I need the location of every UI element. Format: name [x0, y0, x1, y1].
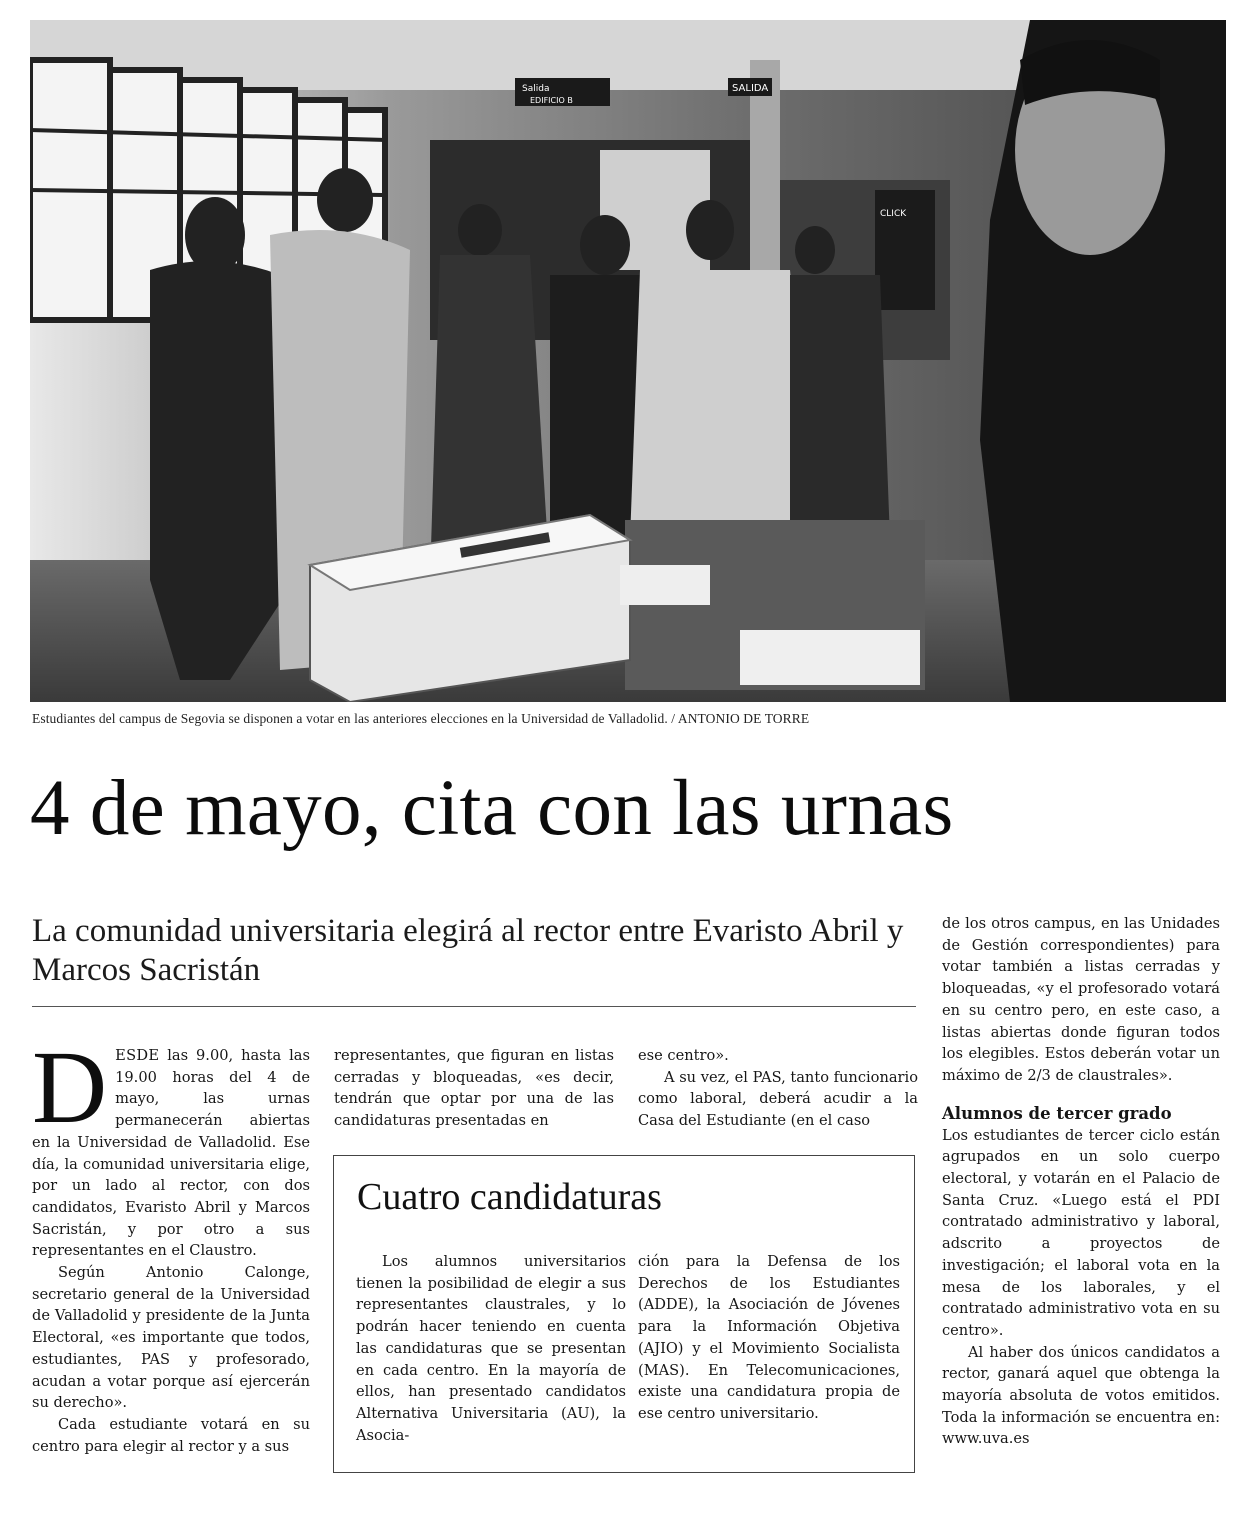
sign-click: CLICK [880, 209, 907, 219]
box-paragraph-2: ción para la Defensa de los Derechos de los Estudiantes (ADDE), la Asociación de Jóvenes para la Información Objetiva (AJIO) y el Movimiento Socialista (MAS). En Telecomunicaciones, existe una candidatura propia de ese centro universitario. [638, 1253, 900, 1422]
headline: 4 de mayo, cita con las urnas [30, 765, 954, 852]
news-photo [30, 20, 1226, 702]
paragraph-3: Cada estudiante votará en su centro para elegir al rector y a sus [32, 1415, 310, 1455]
paragraph-1 [32, 1030, 310, 1262]
sign-salida: SALIDA [732, 83, 769, 94]
body-column-3 [638, 1045, 918, 1132]
sign-salida-small: Salida [522, 84, 550, 94]
paragraph-4: representantes, que figuran en listas cerradas y bloqueadas, «es decir, tendrán que optar por una de las candidaturas presentadas en [334, 1047, 614, 1130]
box-column-1 [356, 1251, 626, 1446]
box-title: Cuatro candidaturas [357, 1176, 662, 1218]
lead-word: ESDE [115, 1047, 160, 1064]
paragraph-8: Los estudiantes de tercer ciclo están agrupados en un solo cuerpo electoral, y votarán en el Palacio de Santa Cruz. «Luego está el PDI contratado administrativo y laboral, adscrito a proyectos de investigación; el laboral vota en la mesa de los laborales, y el contratado administrativo vota en su centro». [942, 1126, 1220, 1339]
subheadline: La comunidad universitaria elegirá al rector entre Evaristo Abril y Marcos Sacristán [32, 913, 904, 988]
photo-caption: Estudiantes del campus de Segovia se disponen a votar en las anteriores elecciones en la Universidad de Valladolid. / ANTONIO DE TORRE [32, 711, 810, 726]
divider [32, 1006, 916, 1007]
body-column-2 [334, 1045, 614, 1132]
paragraph-1-text: las 9.00, hasta las 19.00 horas del 4 de mayo, las urnas permanecerán abiertas en la Universidad de Valladolid. Ese día, la comunidad universitaria elige, por un lado al rector, con dos candidatos, Evaristo Abril y Marcos Sacristán, y por otro a sus representantes en el Claustro. [32, 1047, 310, 1260]
body-column-1 [32, 1030, 310, 1457]
paragraph-5: ese centro». [638, 1047, 729, 1064]
body-column-4 [942, 913, 1220, 1450]
drop-cap: D [32, 1030, 108, 1145]
sign-edificio: EDIFICIO B [530, 96, 573, 105]
box-column-2 [638, 1251, 900, 1425]
paragraph-2: Según Antonio Calonge, secretario general de la Universidad de Valladolid y presidente de la Junta Electoral, «es importante que todos, estudiantes, PAS y profesorado, acudan a votar porque así ejercerán su derecho». [32, 1264, 310, 1412]
paragraph-7: de los otros campus, en las Unidades de Gestión correspondientes) para votar también a listas cerradas y bloqueadas, «y el profesorado votará en su centro pero, en este caso, a listas abiertas donde figuran todos los elegibles. Estos deberán votar un máximo de 2/3 de claustrales». [942, 915, 1220, 1084]
box-paragraph-1: Los alumnos universitarios tienen la posibilidad de elegir a sus representantes claustrales, y lo podrán hacer teniendo en cuenta las candidaturas que se presentan en cada centro. En la mayoría de ellos, han presentado candidatos Alternativa Universitaria (AU), la Asocia- [356, 1253, 626, 1444]
paragraph-9: Al haber dos únicos candidatos a rector, ganará aquel que obtenga la mayoría absoluta de votos emitidos. Toda la información se encuentra en: www.uva.es [942, 1343, 1220, 1448]
section-heading: Alumnos de tercer grado [942, 1103, 1172, 1123]
paragraph-6: A su vez, el PAS, tanto funcionario como laboral, deberá acudir a la Casa del Estudiante (en el caso [638, 1068, 918, 1130]
